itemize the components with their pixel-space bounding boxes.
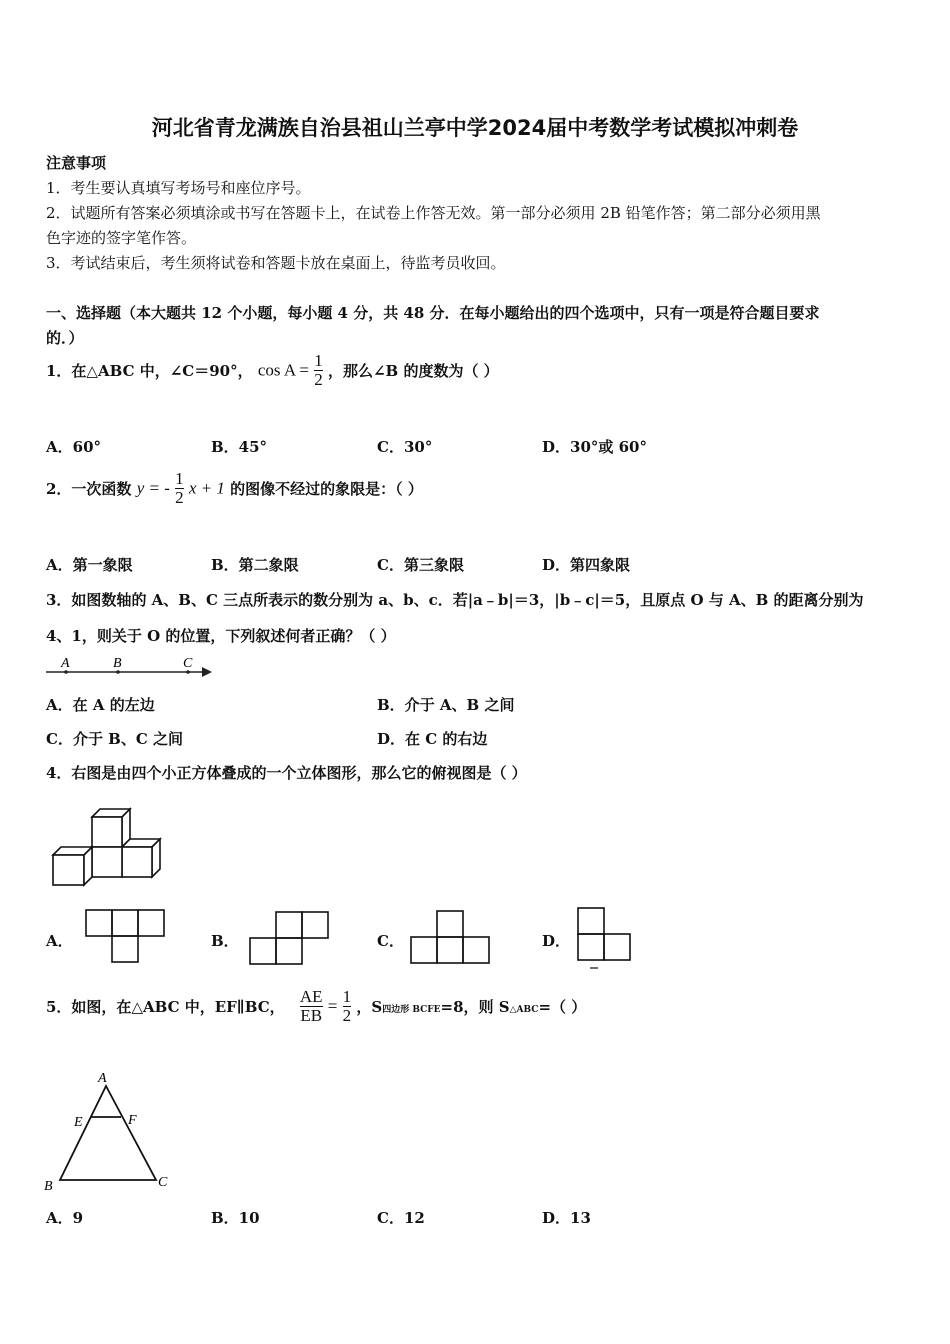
q3-option-d[interactable]: D．在 C 的右边 <box>377 730 488 748</box>
q2-option-b[interactable]: B．第二象限 <box>211 556 299 574</box>
point-f-label: F <box>128 1113 137 1128</box>
triangle-abc <box>60 1086 156 1180</box>
q1-frac-den: 2 <box>314 370 323 389</box>
q2-suffix: 的图像不经过的象限是：（ ） <box>230 480 423 498</box>
q2-prefix: 2．一次函数 <box>46 480 132 498</box>
q3-text-line1: 3．如图数轴的 A、B、C 三点所表示的数分别为 a、b、c．若|a﹣b|＝3，|b﹣c|＝5，且原点 O 与 A、B 的距离分别为 <box>46 591 864 609</box>
q4-option-a[interactable]: A． <box>46 932 73 950</box>
section-heading-line1: 一、选择题（本大题共 12 个小题，每小题 4 分，共 48 分．在每小题给出的四个选项中，只有一项是符合题目要求 <box>46 304 820 322</box>
q1-option-a[interactable]: A．60° <box>46 438 102 456</box>
q5-option-b[interactable]: B．10 <box>211 1209 260 1227</box>
q5-condition <box>356 996 586 1017</box>
cube-stack-figure <box>50 805 170 890</box>
q5-equals: = <box>327 996 338 1016</box>
page-title: 河北省青龙满族自治县祖山兰亭中学2024届中考数学考试模拟冲刺卷 <box>151 116 799 140</box>
q5-suffix: =（ ） <box>538 998 587 1016</box>
question-1 <box>46 352 499 389</box>
q3-text-line2: 4、1，则关于 O 的位置，下列叙述何者正确？（ ） <box>46 627 396 645</box>
q2-option-a[interactable]: A．第一象限 <box>46 556 133 574</box>
vertex-a-label: A <box>98 1071 107 1086</box>
q3-option-c[interactable]: C．介于 B、C 之间 <box>46 730 184 748</box>
vertex-c-label: C <box>158 1175 168 1190</box>
q1-fraction <box>314 352 323 389</box>
q2-frac-num: 1 <box>175 469 184 488</box>
q1-prefix: 1．在△ABC 中，∠C＝90°， <box>46 362 253 380</box>
q4-option-c[interactable]: C． <box>377 932 404 950</box>
notice-item: 1．考生要认真填写考场号和座位序号。 <box>46 179 311 197</box>
point-b-label: B <box>113 656 122 671</box>
q4-option-a-figure[interactable] <box>84 908 168 966</box>
q5-s-value: =8，则 S <box>440 998 510 1016</box>
vertex-b-label: B <box>44 1179 53 1194</box>
q1-formula: cos A = <box>257 360 310 380</box>
q5-frac2-num: 1 <box>342 987 352 1006</box>
question-5 <box>46 988 586 1025</box>
q2-option-c[interactable]: C．第三象限 <box>377 556 464 574</box>
q5-frac1-den: EB <box>300 1006 323 1025</box>
q4-option-c-figure[interactable] <box>408 908 494 968</box>
q2-formula-right: x + 1 <box>188 478 225 498</box>
q2-option-d[interactable]: D．第四象限 <box>542 556 631 574</box>
notice-item: 色字迹的签字笔作答。 <box>46 229 197 247</box>
q5-option-d[interactable]: D．13 <box>542 1209 591 1227</box>
q5-fraction-half <box>343 988 352 1025</box>
section-heading-line2: 的．） <box>46 329 84 347</box>
q3-option-a[interactable]: A．在 A 的左边 <box>46 696 155 714</box>
q4-option-b-figure[interactable] <box>248 910 334 968</box>
q5-s-sub: 四边形 BCFE <box>382 1005 441 1015</box>
q5-prefix: 5．如图，在△ABC 中，EF∥BC， <box>46 998 285 1016</box>
number-line-figure <box>44 655 214 681</box>
q1-suffix: ，那么∠B 的度数为（ ） <box>327 362 499 380</box>
q5-frac2-den: 2 <box>342 1006 352 1025</box>
notice-heading: 注意事项 <box>46 154 107 172</box>
point-c-label: C <box>183 656 193 671</box>
q2-fraction <box>175 470 184 507</box>
q2-formula-left: y = - <box>136 478 170 498</box>
q4-option-d-figure[interactable] <box>576 906 636 972</box>
q5-option-a[interactable]: A．9 <box>46 1209 84 1227</box>
q5-s2-sub: △ABC <box>509 1005 539 1015</box>
q5-option-c[interactable]: C．12 <box>377 1209 425 1227</box>
q5-s-label: ，S <box>356 998 383 1016</box>
q5-frac1-num: AE <box>299 987 323 1006</box>
point-e-label: E <box>74 1115 83 1130</box>
notice-item: 2．试题所有答案必须填涂或书写在答题卡上，在试卷上作答无效。第一部分必须用 2B 铅笔作答；第二部分必须用黑 <box>46 204 821 222</box>
q1-frac-num: 1 <box>314 351 323 370</box>
q2-frac-den: 2 <box>175 488 184 507</box>
q1-option-c[interactable]: C．30° <box>377 438 433 456</box>
q4-text: 4．右图是由四个小正方体叠成的一个立体图形，那么它的俯视图是（ ） <box>46 764 527 782</box>
number-line-arrow <box>202 667 212 677</box>
q1-option-d[interactable]: D．30°或 60° <box>542 438 647 456</box>
q5-fraction-ae-eb <box>300 988 323 1025</box>
question-2 <box>46 470 423 507</box>
notice-item: 3．考试结束后，考生须将试卷和答题卡放在桌面上，待监考员收回。 <box>46 254 506 272</box>
q3-option-b[interactable]: B．介于 A、B 之间 <box>377 696 515 714</box>
point-a-label: A <box>61 656 70 671</box>
q4-option-b[interactable]: B． <box>211 932 239 950</box>
q1-option-b[interactable]: B．45° <box>211 438 268 456</box>
q4-option-d[interactable]: D． <box>542 932 571 950</box>
triangle-figure <box>40 1068 180 1196</box>
